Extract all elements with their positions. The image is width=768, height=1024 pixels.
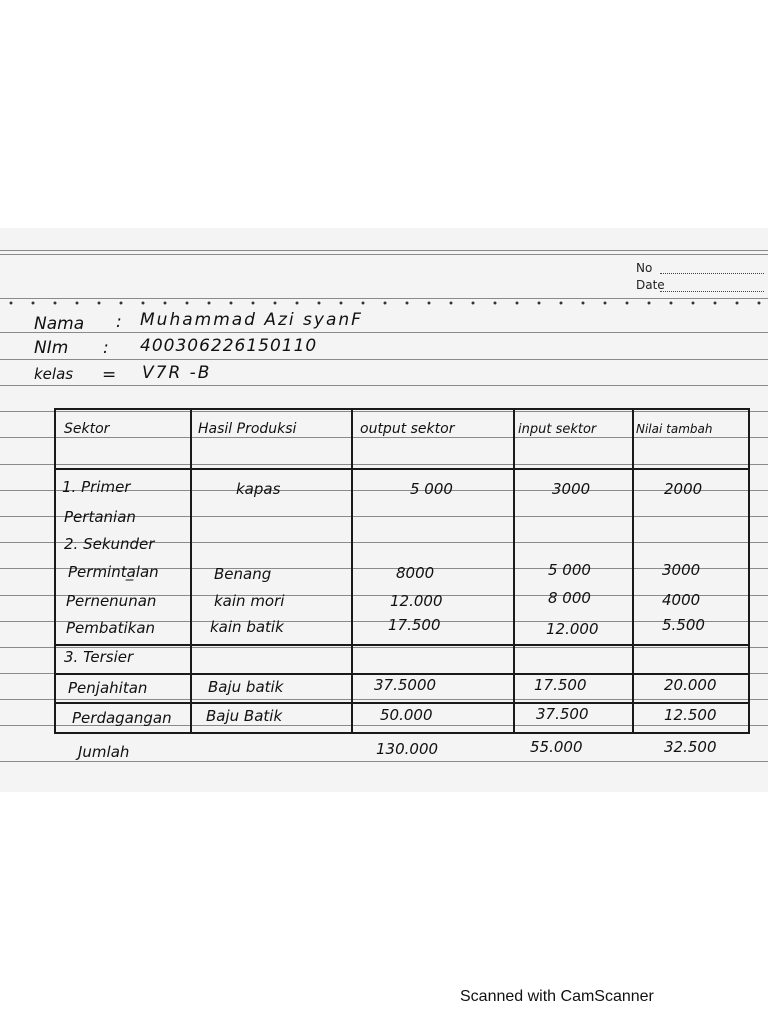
- row-4-input: 5 000: [548, 561, 591, 579]
- no-label: No: [636, 261, 653, 275]
- no-line: [660, 273, 764, 274]
- row-8-nilai: 20.000: [664, 676, 717, 694]
- table-col-border: [351, 408, 353, 732]
- row-6-hasil: kain batik: [210, 618, 284, 636]
- ruled-line: [0, 385, 768, 386]
- nim-separator: :: [103, 338, 109, 358]
- nim-value: 400306226150110: [140, 336, 318, 356]
- row-4-output: 8000: [396, 564, 435, 582]
- row-6-nilai: 5.500: [662, 616, 705, 634]
- row-4-nilai: 3000: [662, 561, 701, 579]
- row-9-nilai: 12.500: [664, 706, 717, 724]
- scanner-watermark: Scanned with CamScanner: [460, 988, 654, 1005]
- table-col-border: [513, 408, 515, 732]
- date-label: Date: [636, 278, 665, 292]
- row-6-sektor: Pembatikan: [66, 619, 156, 637]
- row-1-input: 3000: [552, 480, 591, 498]
- nim-label: NIm: [34, 338, 69, 358]
- header-hasil-produksi: Hasil Produksi: [198, 421, 297, 437]
- header-nilai-tambah: Nilai tambah: [636, 422, 713, 436]
- name-label: Nama: [34, 314, 85, 334]
- row-5-output: 12.000: [390, 592, 443, 610]
- table-col-border: [748, 408, 750, 732]
- row-4-sektor: Perminta̲lan: [68, 563, 159, 581]
- ruled-line: [0, 250, 768, 251]
- row-6-input: 12.000: [546, 620, 599, 638]
- kelas-label: kelas: [34, 365, 74, 383]
- row-1-sektor: 1. Primer: [62, 478, 131, 496]
- ruled-line: [0, 298, 768, 299]
- row-9-hasil: Baju Batik: [206, 707, 283, 725]
- kelas-value: V7R -B: [142, 363, 212, 383]
- table-col-border: [190, 408, 192, 732]
- row-1-hasil: kapas: [236, 480, 281, 498]
- ruled-line: [0, 359, 768, 360]
- row-3-sektor: 2. Sekunder: [64, 535, 155, 553]
- dotted-margin-line: [0, 301, 768, 305]
- row-9-input: 37.500: [536, 705, 589, 723]
- row-8-input: 17.500: [534, 676, 587, 694]
- header-output-sektor: output sektor: [360, 421, 455, 437]
- table-header-border: [54, 468, 750, 470]
- row-8-sektor: Penjahitan: [68, 679, 148, 697]
- row-6-output: 17.500: [388, 616, 441, 634]
- ruled-line: [0, 254, 768, 255]
- row-7-sektor: 3. Tersier: [64, 648, 134, 666]
- row-5-hasil: kain mori: [214, 592, 285, 610]
- ruled-line: [0, 411, 768, 412]
- row-1-output: 5 000: [410, 480, 453, 498]
- row-8-hasil: Baju batik: [208, 678, 284, 696]
- ruled-line: [0, 437, 768, 438]
- header-sektor: Sektor: [64, 421, 110, 437]
- name-separator: :: [116, 312, 122, 332]
- row-8-output: 37.5000: [374, 676, 437, 694]
- total-output: 130.000: [376, 740, 439, 758]
- ruled-line: [0, 332, 768, 333]
- row-5-input: 8 000: [548, 589, 591, 607]
- table-row-border: [54, 644, 750, 646]
- row-9-sektor: Perdagangan: [72, 709, 172, 727]
- total-input: 55.000: [530, 738, 583, 756]
- row-9-output: 50.000: [380, 706, 433, 724]
- table-col-border: [632, 408, 634, 732]
- row-1-nilai: 2000: [664, 480, 703, 498]
- ruled-line: [0, 761, 768, 762]
- ruled-line: [0, 699, 768, 700]
- kelas-separator: =: [102, 365, 117, 385]
- table-col-border: [54, 408, 56, 732]
- row-5-sektor: Pernenunan: [66, 592, 157, 610]
- total-nilai: 32.500: [664, 738, 717, 756]
- date-line: [660, 291, 764, 292]
- row-4-hasil: Benang: [214, 565, 272, 583]
- name-value: Muhammad Azi syanF: [140, 310, 363, 330]
- header-input-sektor: input sektor: [518, 422, 597, 437]
- row-5-nilai: 4000: [662, 591, 701, 609]
- table-top-border: [54, 408, 750, 410]
- total-label: Jumlah: [78, 743, 130, 761]
- ruled-line: [0, 464, 768, 465]
- table-row-border: [54, 673, 750, 675]
- notebook-page: [0, 228, 768, 792]
- row-2-sektor: Pertanian: [64, 508, 136, 526]
- table-row-border: [54, 702, 750, 704]
- table-bottom-border: [54, 732, 750, 734]
